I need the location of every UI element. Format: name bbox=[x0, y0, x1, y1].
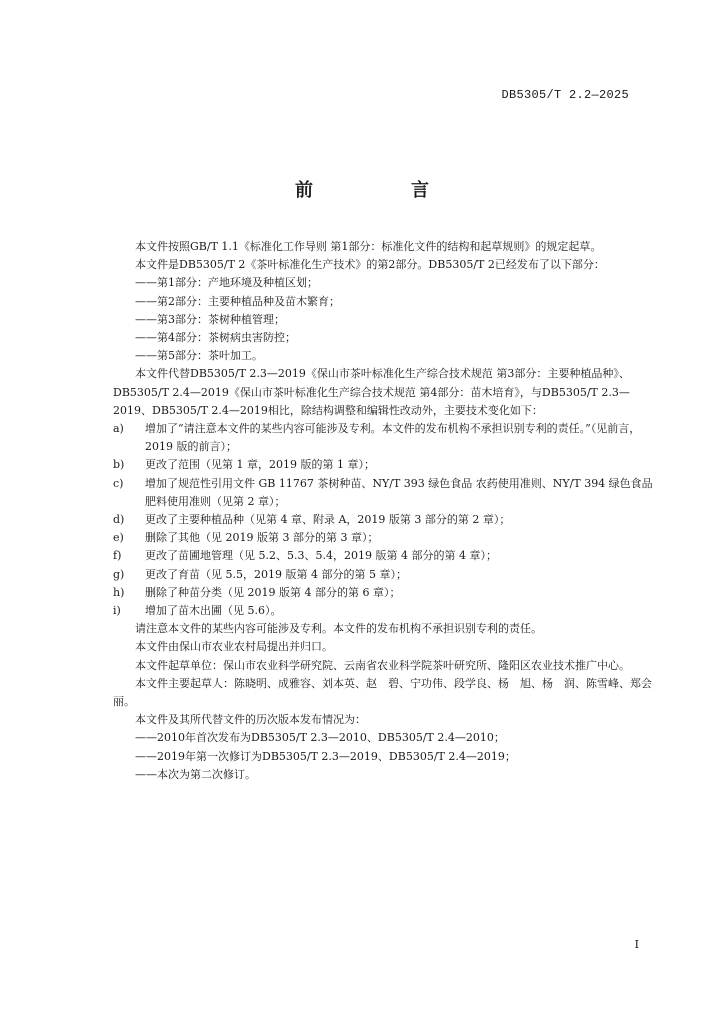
change-text: 删除了种苗分类（见 2019 版第 4 部分的第 6 章）； bbox=[145, 585, 401, 599]
change-label: f) bbox=[113, 549, 122, 563]
history-item: ——2019年第一次修订为DB5305/T 2.3—2019、DB5305/T 2.4—2019； bbox=[135, 749, 516, 763]
change-label: d) bbox=[113, 513, 125, 527]
change-item bbox=[113, 511, 656, 529]
page-number: I bbox=[634, 938, 639, 951]
paragraph-history-intro: 本文件及其所代替文件的历次版本发布情况为： bbox=[135, 713, 366, 727]
part-list-item: ——第5部分：茶叶加工。 bbox=[135, 349, 263, 363]
change-label: a) bbox=[113, 422, 124, 436]
paragraph-patent-notice: 请注意本文件的某些内容可能涉及专利。本文件的发布机构不承担识别专利的责任。 bbox=[135, 622, 542, 636]
change-text: 增加了“请注意本文件的某些内容可能涉及专利。本文件的发布机构不承担识别专利的责任。”（见前言，2019 版的前言）； bbox=[145, 422, 641, 454]
change-item bbox=[113, 584, 656, 602]
change-item bbox=[113, 547, 656, 565]
document-body bbox=[113, 238, 656, 784]
change-item bbox=[113, 529, 656, 547]
paragraph-drafting-units: 本文件起草单位：保山市农业科学研究院、云南省农业科学院茶叶研究所、隆阳区农业技术推广中心。 bbox=[135, 658, 630, 672]
change-text: 更改了苗圃地管理（见 5.2、5.3、5.4，2019 版第 4 部分的第 4 章）； bbox=[145, 549, 497, 563]
part-list-item: ——第4部分：茶树病虫害防控； bbox=[135, 331, 296, 345]
part-list-item: ——第3部分：茶树种植管理； bbox=[135, 312, 285, 326]
change-item bbox=[113, 602, 656, 620]
change-label: i) bbox=[113, 604, 121, 618]
change-text: 更改了范围（见第 1 章，2019 版的第 1 章）； bbox=[145, 458, 375, 472]
change-label: b) bbox=[113, 458, 125, 472]
change-text: 更改了主要种植品种（见第 4 章、附录 A，2019 版第 3 部分的第 2 章）； bbox=[145, 513, 511, 527]
change-label: e) bbox=[113, 531, 124, 545]
change-item bbox=[113, 420, 656, 456]
paragraph-drafting-rules: 本文件按照GB/T 1.1《标准化工作导则 第1部分：标准化文件的结构和起草规则》的规定起草。 bbox=[135, 240, 602, 253]
history-item: ——本次为第二次修订。 bbox=[135, 767, 256, 781]
document-code: DB5305/T 2.2—2025 bbox=[501, 88, 629, 102]
change-label: g) bbox=[113, 567, 125, 581]
change-text: 增加了苗木出圃（见 5.6）。 bbox=[145, 604, 282, 618]
paragraph-series-intro: 本文件是DB5305/T 2《茶叶标准化生产技术》的第2部分。DB5305/T 2已经发布了以下部分： bbox=[135, 258, 605, 272]
change-label: h) bbox=[113, 585, 125, 599]
part-list-item: ——第1部分：产地环境及种植区划； bbox=[135, 276, 318, 290]
paragraph-drafters: 本文件主要起草人：陈晓明、成雅容、刘本英、赵 碧、宁功伟、段学良、杨 旭、杨 润、陈雪峰、郑会丽。 bbox=[113, 676, 652, 709]
change-text: 更改了育苗（见 5.5，2019 版第 4 部分的第 5 章）； bbox=[145, 567, 407, 581]
page-title: 前 言 bbox=[295, 180, 469, 201]
change-text: 增加了规范性引用文件 GB 11767 茶树种苗、NY/T 393 绿色食品 农药使用准则、NY/T 394 绿色食品 肥料使用准则（见第 2 章）； bbox=[145, 476, 653, 508]
paragraph-replacement: 本文件代替DB5305/T 2.3—2019《保山市茶叶标准化生产综合技术规范 第3部分：主要种植品种》、DB5305/T 2.4—2019《保山市茶叶标准化生产综合技术规范 第4部分：苗木培育》，与DB5305/T 2.3—2019、DB5305/T 2.4—2019相比，除结构调整和编辑性改动外，主要技术变化如下： bbox=[113, 367, 630, 417]
part-list-item: ——第2部分：主要种植品种及苗木繁育； bbox=[135, 294, 340, 308]
change-item bbox=[113, 475, 656, 511]
change-item bbox=[113, 566, 656, 584]
change-item bbox=[113, 456, 656, 474]
change-label: c) bbox=[113, 476, 124, 490]
change-text: 删除了其他（见 2019 版第 3 部分的第 3 章）； bbox=[145, 531, 379, 545]
paragraph-proposer: 本文件由保山市农业农村局提出并归口。 bbox=[135, 640, 333, 654]
history-item: ——2010年首次发布为DB5305/T 2.3—2010、DB5305/T 2.4—2010； bbox=[135, 731, 505, 745]
